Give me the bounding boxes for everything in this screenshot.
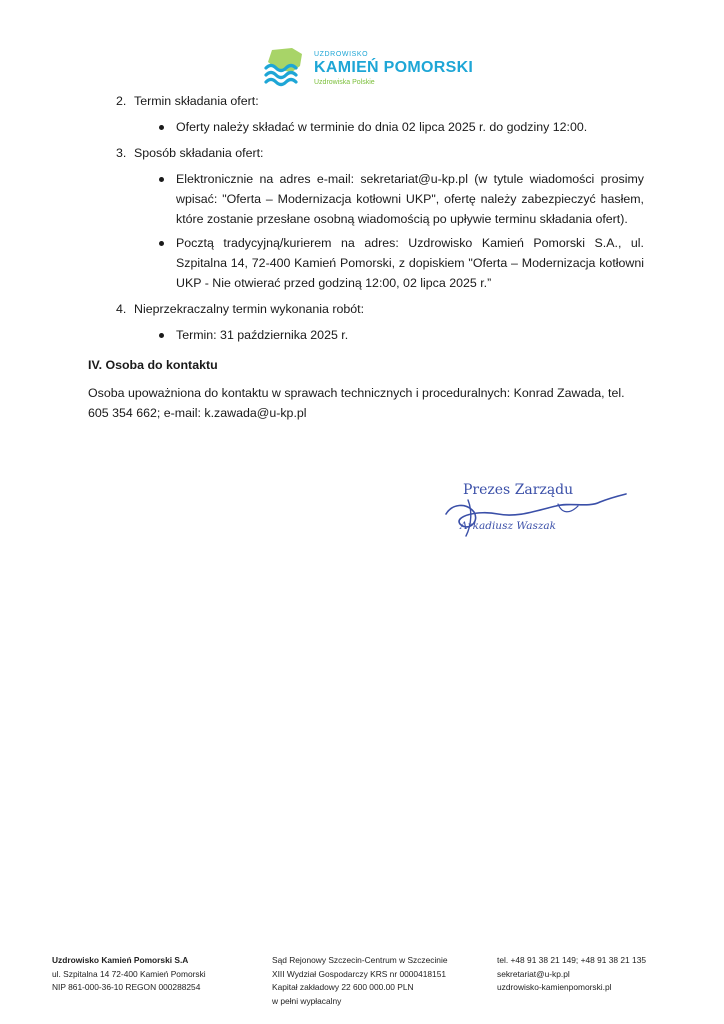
bullet-item: Oferty należy składać w terminie do dnia 02 lipca 2025 r. do godziny 12:00. — [88, 117, 644, 137]
section-item — [88, 143, 644, 163]
logo-sub-text: Uzdrowiska Polskie — [314, 79, 375, 86]
bullet-item: Elektronicznie na adres e-mail: sekretariat@u-kp.pl (w tytule wiadomości prosimy wpisać: "Oferta – Modernizacja kotłowni UKP", ofertę należy zabezpieczyć hasłem, które zostanie przesłane osobną wiadomością po upływie terminu składania ofert). — [88, 169, 644, 229]
section-title: Termin składania ofert: — [134, 94, 259, 108]
footer-website-link[interactable]: uzdrowisko-kamienpomorski.pl — [497, 982, 612, 992]
section-title: Nieprzekraczalny termin wykonania robót: — [134, 302, 365, 316]
contact-paragraph: Osoba upoważniona do kontaktu w sprawach technicznych i proceduralnych: Konrad Zawada, tel. 605 354 662; e-mail: k.zawada@u-kp.pl — [88, 386, 625, 420]
logo-waves-icon — [262, 46, 306, 88]
section-number: 4. — [116, 302, 127, 316]
document-body — [88, 91, 644, 423]
footer-phone: tel. +48 91 38 21 149; +48 91 38 21 135 — [497, 955, 647, 965]
footer-contact-info — [497, 954, 646, 995]
footer-line: Kapitał zakładowy 22 600 000.00 PLN — [272, 982, 414, 992]
footer-line: Sąd Rejonowy Szczecin-Centrum w Szczecinie — [272, 955, 448, 965]
footer-line: NIP 861-000-36-10 REGON 000288254 — [52, 982, 201, 992]
footer-line: XIII Wydział Gospodarczy KRS nr 0000418151 — [272, 968, 447, 979]
bullet-list — [88, 169, 644, 293]
footer-line: Uzdrowisko Kamień Pomorski S.A — [52, 955, 189, 965]
signature-block — [438, 480, 638, 550]
company-logo — [262, 46, 474, 92]
bullet-list — [88, 325, 644, 345]
bullet-list — [88, 117, 644, 137]
footer-registry-info — [272, 954, 447, 1008]
footer-company-info — [52, 954, 206, 995]
section-item — [88, 299, 644, 319]
section-number: 2. — [116, 94, 127, 108]
contact-heading: IV. Osoba do kontaktu — [88, 358, 218, 372]
section-title: Sposób składania ofert: — [134, 146, 264, 160]
section-number: 3. — [116, 146, 127, 160]
bullet-item: Pocztą tradycyjną/kurierem na adres: Uzdrowisko Kamień Pomorski S.A., ul. Szpitalna 14, 72-400 Kamień Pomorski, z dopiskiem "Oferta – Modernizacja kotłowni UKP - Nie otwierać przed godziną 12:00, 02 lipca 2025 r.” — [88, 233, 644, 293]
signature-title: Prezes Zarządu — [463, 482, 574, 498]
handwritten-signature-icon — [438, 480, 638, 550]
footer-email-link[interactable]: sekretariat@u-kp.pl — [497, 968, 570, 979]
footer-line: w pełni wypłacalny — [272, 995, 342, 1006]
bullet-item: Termin: 31 października 2025 r. — [88, 325, 644, 345]
logo-small-text: UZDROWISKO — [314, 51, 369, 58]
footer-line: ul. Szpitalna 14 72-400 Kamień Pomorski — [52, 968, 206, 979]
signature-name: Arkadiusz Waszak — [460, 520, 557, 532]
logo-main-text: KAMIEŃ POMORSKI — [314, 59, 474, 76]
section-item — [88, 91, 644, 111]
